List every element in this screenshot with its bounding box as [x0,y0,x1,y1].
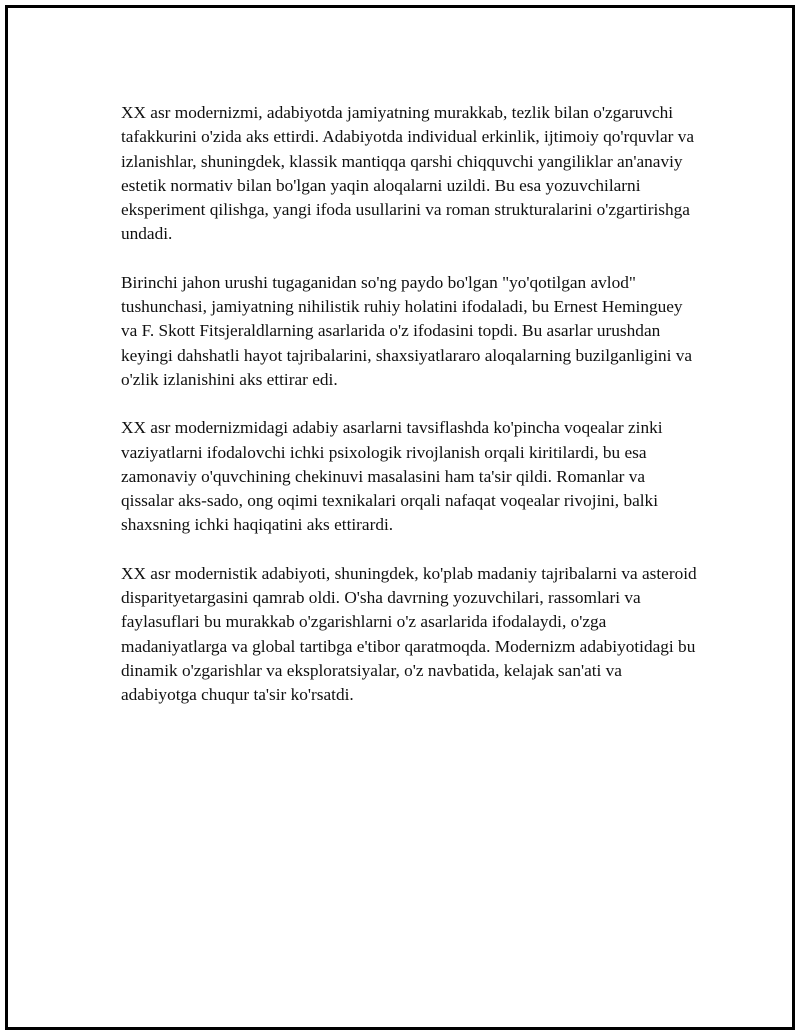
page-frame [5,5,795,1030]
paragraph-1: XX asr modernizmi, adabiyotda jamiyatning murakkab, tezlik bilan o'zgaruvchi tafakkurini o'zida aks ettirdi. Adabiyotda individual erkinlik, ijtimoiy qo'rquvlar va izlanishlar, shuningdek, klassik mantiqqa qarshi chiqquvchi yangiliklar an'anaviy estetik normativ bilan bo'lgan yaqin aloqalarni uzildi. Bu esa yozuvchilarni eksperiment qilishga, yangi ifoda usullarini va roman strukturalarini o'zgartirishga undadi. [121,103,695,244]
paragraph-2: Birinchi jahon urushi tugaganidan so'ng paydo bo'lgan "yo'qotilgan avlod" tushunchasi, jamiyatning nihilistik ruhiy holatini ifodaladi, bu Ernest Heminguey va F. Skott Fitsjeraldlarning asarlarida o'z ifodasini topdi. Bu asarlar urushdan keyingi dahshatli hayot tajribalarini, shaxsiyatlararo aloqalarning buzilganligini va o'zlik izlanishini aks ettirar edi. [121,272,693,389]
paragraph-4: XX asr modernistik adabiyoti, shuningdek, ko'plab madaniy tajribalarni va asteroid disparityetargasini qamrab oldi. O'sha davrning yozuvchilari, rassomlari va faylasuflari bu murakkab o'zgarishlarni o'z asarlarida ifodalaydi, o'zga madaniyatlarga va global tartibga e'tibor qaratmoqda. Modernizm adabiyotidagi bu dinamik o'zgarishlar va eksploratsiyalar, o'z navbatida, kelajak san'ati va adabiyotga chuqur ta'sir ko'rsatdi. [121,563,697,705]
paragraph-3: XX asr modernizmidagi adabiy asarlarni tavsiflashda ko'pincha voqealar zinki vaziyatlarni ifodalovchi ichki psixologik rivojlanish orqali kiritilardi, bu esa zamonaviy o'quvchining chekinuvi masalasini ham ta'sir qildi. Romanlar va qissalar aks-sado, ong oqimi texnikalari orqali nafaqat voqealar rivojini, balki shaxsning ichki haqiqatini aks ettirardi. [121,418,663,535]
document-body [121,101,701,732]
